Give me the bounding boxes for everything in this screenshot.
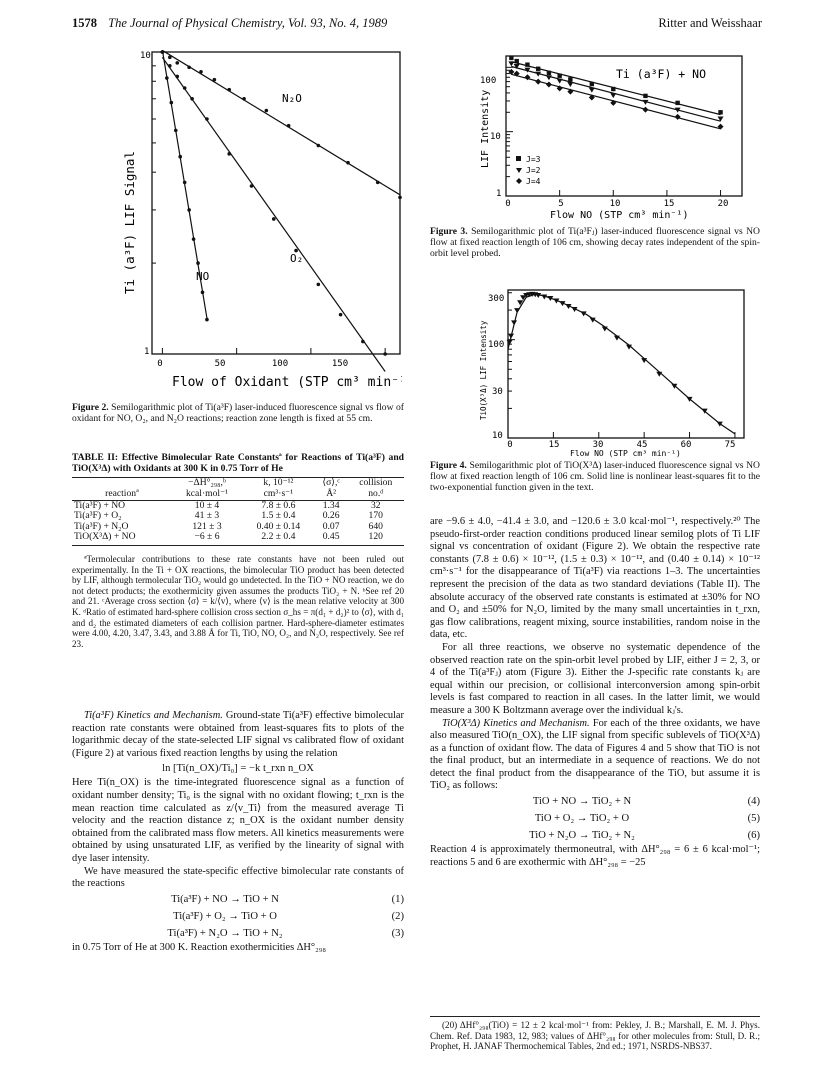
th-coll-1: collision [359, 477, 393, 489]
fig4-xlabel: Flow NO (STP cm³ min⁻¹) [570, 449, 681, 458]
fig4-ytick-30: 30 [492, 387, 503, 397]
equation-5: TiO + O₂ → TiO₂ + O (5) [534, 813, 760, 825]
data-point [213, 78, 217, 82]
left-p2: Here Ti(n_OX) is the time-integrated fluorescence signal as a function of oxidant number density; Ti₀ is the signal with no oxidant flowing; t_rxn is the mean reaction time calculated as z/⟨v_Ti⟩ from the measured average Ti velocity and the reaction distance z; n_OX is the oxidant number density obtained from the calibrated mass flow meters. All kinetics measurements were obtained by using unsaturated LIF, as verified by the linearity of signal with dye laser intensity. [72, 777, 404, 864]
data-point [183, 181, 187, 185]
table-cell: 0.40 ± 0.14 [256, 520, 301, 532]
table-cell: 121 ± 3 [192, 520, 222, 532]
data-point [205, 318, 209, 322]
figure-2-caption [72, 402, 404, 424]
table-cell: Ti(a³F) + O₂ [74, 510, 122, 522]
running-authors: Ritter and Weisshaar [658, 16, 762, 30]
fig2-xlabel: Flow of Oxidant (STP cm³ min⁻¹) [172, 375, 402, 389]
footnote-20: (20) ΔHf°₂₉₈(TiO) = 12 ± 2 kcal·mol⁻¹ from: Pekley, J. B.; Marshall, E. M. J. Phys. Chem. Ref. Data 1983, 12, 983; values of ΔHf°₂₉₈ for other molecules from: Stull, D. R.; Prophet, H. JANAF Thermochemical Tables, 2nd ed.; 1971, NSRDS-NBS37. [430, 1020, 760, 1052]
data-point [168, 64, 172, 68]
legend-j2: J=2 [526, 166, 541, 175]
data-point [201, 291, 205, 295]
fig3-xtick-15: 15 [663, 199, 675, 209]
data-point [675, 101, 679, 105]
fig4-xtick-45: 45 [636, 440, 648, 450]
data-point [227, 88, 231, 92]
figure-3-plot [430, 42, 750, 222]
data-point [546, 82, 552, 88]
data-point [187, 208, 191, 212]
right-p1: are −9.6 ± 4.0, −41.4 ± 3.0, and −120.6 ± 3.0 kcal·mol⁻¹, respectively.²⁰ The pseudo-first-order reaction conditions produced linear semilog plots of Ti LIF signal vs concentration of oxidant (Figure 2). We obtain the respective rate constants (7.8 ± 0.6) × 10⁻¹², (1.5 ± 0.3) × 10⁻¹², and (0.40 ± 0.14) × 10⁻¹² cm³·s⁻¹ for the disappearance of Ti(a³F) via reactions 1–3. The uncertainties represent the precision of the data as two standard deviations (Table II). The absolute accuracy of the observed rate constants is estimated at ±30% for NO and O₂ and ±50% for N₂O, limited by the many small uncertainties in t_rxn, gas flow calibrations, reagent mixing, source instabilities, random noise in the data, etc. [430, 516, 760, 641]
table-cell: 1.5 ± 0.4 [261, 510, 296, 522]
equation-4: TiO + NO → TiO₂ + N (4) [532, 796, 760, 808]
table-cell: 10 ± 4 [194, 499, 220, 511]
fig2-caption-text: Semilogarithmic plot of Ti(a³F) laser-induced fluorescence signal vs flow of oxidant for NO, O₂, and N₂O reactions; reaction zone length is fixed at 55 cm. [72, 402, 404, 425]
data-point [161, 50, 165, 54]
table-cell: 120 [368, 531, 383, 543]
table-2-label: TABLE II: [72, 452, 119, 463]
page-number: 1578 [72, 16, 97, 30]
table-cell: 640 [368, 520, 383, 532]
fig2-label-o2: O₂ [290, 252, 304, 265]
data-point [557, 74, 561, 78]
fig3-caption-label: Figure 3. [430, 226, 468, 237]
journal-citation: The Journal of Physical Chemistry, Vol. 93, No. 4, 1989 [108, 16, 388, 30]
table-2-grid [72, 477, 404, 543]
fig4-frame [508, 290, 744, 438]
data-point [187, 65, 191, 69]
data-point [610, 93, 616, 98]
fig4-xtick-30: 30 [592, 440, 604, 450]
data-point [265, 109, 269, 113]
th-sigma-1: ⟨σ⟩,ᶜ [322, 477, 340, 489]
fig4-ytick-300: 300 [488, 294, 505, 304]
fig4-xtick-0: 0 [507, 440, 513, 450]
table-cell: −6 ± 6 [194, 531, 220, 543]
data-point [174, 129, 178, 133]
fit-line-2 [511, 74, 720, 129]
equation-1: Ti(a³F) + NO → TiO + N (1) [171, 893, 404, 905]
fig3-legend [516, 155, 541, 186]
data-point [272, 217, 276, 221]
data-point [205, 117, 209, 121]
fig2-ytick-10: 10 [140, 51, 151, 61]
data-point [339, 313, 343, 317]
figure-4 [430, 284, 750, 459]
data-point [196, 261, 200, 265]
data-point [546, 75, 552, 80]
data-point [168, 56, 172, 60]
legend-marker-j3 [516, 156, 521, 161]
table-row [72, 500, 404, 511]
fig2-ylabel: Ti (a³F) LIF Signal [122, 151, 137, 294]
data-point [383, 352, 387, 356]
legend-j4: J=4 [526, 177, 541, 186]
fig3-xtick-10: 10 [609, 199, 621, 209]
data-point [589, 88, 595, 93]
table-2-title [72, 452, 404, 474]
data-point [250, 184, 254, 188]
table-cell: 0.45 [322, 531, 340, 543]
table-cell: TiO(X³Δ) + NO [74, 531, 136, 543]
right-p4: Reaction 4 is approximately thermoneutral, with ΔH°₂₉₈ = 6 ± 6 kcal·mol⁻¹; reactions 5 and 6 are exothermic with ΔH°₂₉₈ = −25 [430, 844, 760, 868]
data-point [557, 79, 563, 84]
data-point [675, 114, 681, 120]
th-dh-2: kcal·mol⁻¹ [185, 488, 229, 499]
fig3-xlabel: Flow NO (STP cm³ min⁻¹) [550, 210, 689, 221]
figure-3-caption [430, 226, 760, 260]
data-point [508, 61, 514, 66]
data-point [287, 124, 291, 128]
table-2-title-text: Effective Bimolecular Rate Constantsª for Reactions of Ti(a³F) and TiO(X³Δ) with Oxidants at 300 K in 0.75 Torr of He [72, 452, 405, 475]
left-p3: We have measured the state-specific effective bimolecular rate constants of the reactions [72, 865, 404, 890]
data-point [317, 283, 321, 287]
fit-line-0 [162, 50, 400, 194]
equation-2: Ti(a³F) + O₂ → TiO + O (2) [173, 910, 404, 922]
table-cell: 170 [368, 510, 383, 522]
fig4-xtick-60: 60 [680, 440, 692, 450]
figure-4-plot [430, 284, 750, 459]
figure-4-caption [430, 460, 760, 494]
left-p1: Ground-state Ti(a³F) effective bimolecular reaction rate constants were obtained from least-squares fits to plots of the logarithmic decay of the state-selected LIF signal vs calibrated flow of oxidant (Figure 2) at various fixed reaction lengths by using the relation [72, 710, 404, 759]
th-coll-2: no.ᵈ [368, 488, 384, 499]
fig3-xtick-0: 0 [505, 199, 511, 209]
right-column-text [430, 516, 760, 869]
fit-line-1 [162, 57, 385, 371]
fig4-ytick-10: 10 [492, 431, 503, 441]
figure-3 [430, 42, 750, 222]
fig4-xtick-15: 15 [548, 440, 560, 450]
fig3-ytick-100: 100 [480, 76, 497, 86]
data-point [242, 97, 246, 101]
data-point [643, 94, 647, 98]
right-p2: For all three reactions, we observe no systematic dependence of the observed reaction rate on the spin-orbit level probed by LIF, either J = 2, 3, or 4 of the Ti(a³Fⱼ) atom (Figure 3). Either the J-specific rate constants kⱼ are equal within our precision, or collisional interconversion among spin-orbit levels is fast compared to reaction in all cases. In the latter limit, we would measure a 300 K Boltzmann average over the individual kⱼ's. [430, 641, 760, 716]
data-point [361, 340, 365, 344]
data-point [346, 161, 350, 165]
fig3-ytick-1: 1 [496, 189, 502, 199]
th-reaction-2: reactionª [105, 488, 139, 499]
legend-j3: J=3 [526, 155, 541, 164]
fig2-xtick-50: 50 [214, 359, 226, 369]
data-point [642, 107, 648, 113]
data-point [183, 86, 187, 90]
equation-main: ln [Ti(n_OX)/Ti₀] = −k t_rxn n_OX [162, 763, 314, 775]
fig3-ylabel: LIF Intensity [480, 89, 491, 168]
th-k-2: cm³·s⁻¹ [263, 488, 294, 499]
table-cell: Ti(a³F) + NO [74, 499, 126, 511]
data-point [175, 75, 179, 79]
data-point [227, 152, 231, 156]
data-point [547, 71, 551, 75]
left-column-text [72, 710, 404, 954]
data-point [190, 97, 194, 101]
right-p3: For each of the three oxidants, we have also measured TiO(n_OX), the LIF signal from specific sublevels of TiO(X³Δ) as a function of oxidant flow. The data of Figures 4 and 5 show that TiO is not the final product, but an intermediate in a sequence of reactions. We do not detect the final product from the disappearance of the TiO, but assume it is TiO₂ as follows: [430, 717, 760, 792]
fig2-xtick-0: 0 [157, 359, 163, 369]
data-point [317, 144, 321, 148]
fit-line-1 [508, 294, 735, 434]
data-point [398, 196, 402, 200]
fig2-xtick-100: 100 [271, 359, 289, 369]
fig3-caption-text: Semilogarithmic plot of Ti(a³Fⱼ) laser-induced fluorescence signal vs NO flow at fixed reaction length of 106 cm, showing decay rates independent of the spin-orbit level probed. [430, 226, 760, 260]
equation-3: Ti(a³F) + N₂O → TiO + N₂ (3) [167, 927, 404, 939]
figure-2 [72, 44, 402, 404]
table-row [72, 532, 404, 543]
table-cell: 0.07 [322, 520, 340, 532]
data-point [178, 155, 182, 159]
table-2 [72, 452, 404, 649]
data-point [199, 70, 203, 74]
fig2-label-no: NO [196, 270, 210, 283]
table-cell: 1.34 [322, 499, 340, 511]
fig3-xtick-20: 20 [717, 199, 729, 209]
data-point [567, 82, 573, 87]
data-point [376, 181, 380, 185]
data-point [536, 67, 540, 71]
fig4-ytick-100: 100 [488, 340, 505, 350]
footnote-rule [430, 1016, 760, 1017]
table-cell: 32 [370, 499, 381, 511]
table-cell: 2.2 ± 0.4 [261, 531, 296, 543]
page-header [72, 16, 762, 31]
data-point [192, 237, 196, 241]
fig3-xtick-5: 5 [558, 199, 564, 209]
fig2-caption-label: Figure 2. [72, 402, 109, 413]
data-point [515, 59, 519, 63]
th-dh-1: −ΔH°₂₉₈,ᵇ [188, 477, 226, 489]
fig4-caption-text: Semilogarithmic plot of TiO(X³Δ) laser-induced fluorescence signal vs NO flow at fixed reaction length of 106 cm. Solid line is nonlinear least-squares fit to the two-exponential function given in the text. [430, 460, 760, 494]
fig4-xtick-75: 75 [724, 440, 736, 450]
fig4-caption-label: Figure 4. [430, 460, 467, 471]
section-heading-tio: TiO(X³Δ) Kinetics and Mechanism. [442, 717, 590, 729]
data-point [590, 82, 594, 86]
fig2-frame [152, 52, 400, 354]
fig2-label-n2o: N₂O [282, 92, 302, 105]
table-cell: 0.26 [322, 510, 340, 522]
table-2-footnote: ªTermolecular contributions to these rate constants have not been ruled out experimentally. In the Ti + OX reactions, the bimolecular TiO product has been detected by LIF, although termolecular TiO₂ would go undetected. In the TiO + NO reaction, we do not detect products; the exothermicity given assumes the products TiO₂ + N. ᵇSee ref 20 and 21. ᶜAverage cross section ⟨σ⟩ = k/⟨v⟩, where ⟨v⟩ is the mean relative velocity at 300 K. ᵈRatio of estimated hard-sphere collision cross section σ_hs = π(d₁ + d₂)² to ⟨σ⟩, with d₁ and d₂ the estimated diameters of each collision partner. Hard-sphere-diameter estimates were 4.00, 4.20, 3.47, 3.43, and 3.88 Å for Ti, TiO, NO, O₂, and N₂O, respectively. See ref 23. [72, 553, 404, 649]
equation-6: TiO + N₂O → TiO₂ + N₂ (6) [529, 830, 760, 842]
fig2-ytick-1: 1 [144, 347, 150, 357]
data-point [165, 76, 169, 80]
legend-marker-j2 [516, 168, 522, 173]
fig2-xtick-150: 150 [331, 359, 349, 369]
table-cell: Ti(a³F) + N₂O [74, 520, 129, 532]
left-p4: in 0.75 Torr of He at 300 K. Reaction exothermicities ΔH°₂₉₈ [72, 941, 326, 953]
data-point [535, 79, 541, 85]
section-heading-ti: Ti(a³F) Kinetics and Mechanism. [84, 710, 223, 721]
data-point [509, 56, 513, 60]
fig4-ylabel: TiO(X³Δ) LIF Intensity [479, 320, 488, 420]
fig3-title: Ti (a³F) + NO [616, 67, 707, 81]
data-point [525, 62, 529, 66]
data-point [718, 110, 722, 114]
table-cell: 7.8 ± 0.6 [261, 499, 296, 511]
th-k-1: k, 10⁻¹² [263, 477, 294, 489]
figure-2-plot [72, 44, 402, 389]
data-point [611, 87, 615, 91]
table-cell: 41 ± 3 [194, 510, 220, 522]
data-point [175, 61, 179, 65]
th-sigma-2: Å² [326, 488, 336, 499]
legend-marker-j4 [516, 178, 522, 184]
data-point [170, 101, 174, 105]
fig3-ytick-10: 10 [490, 132, 501, 142]
